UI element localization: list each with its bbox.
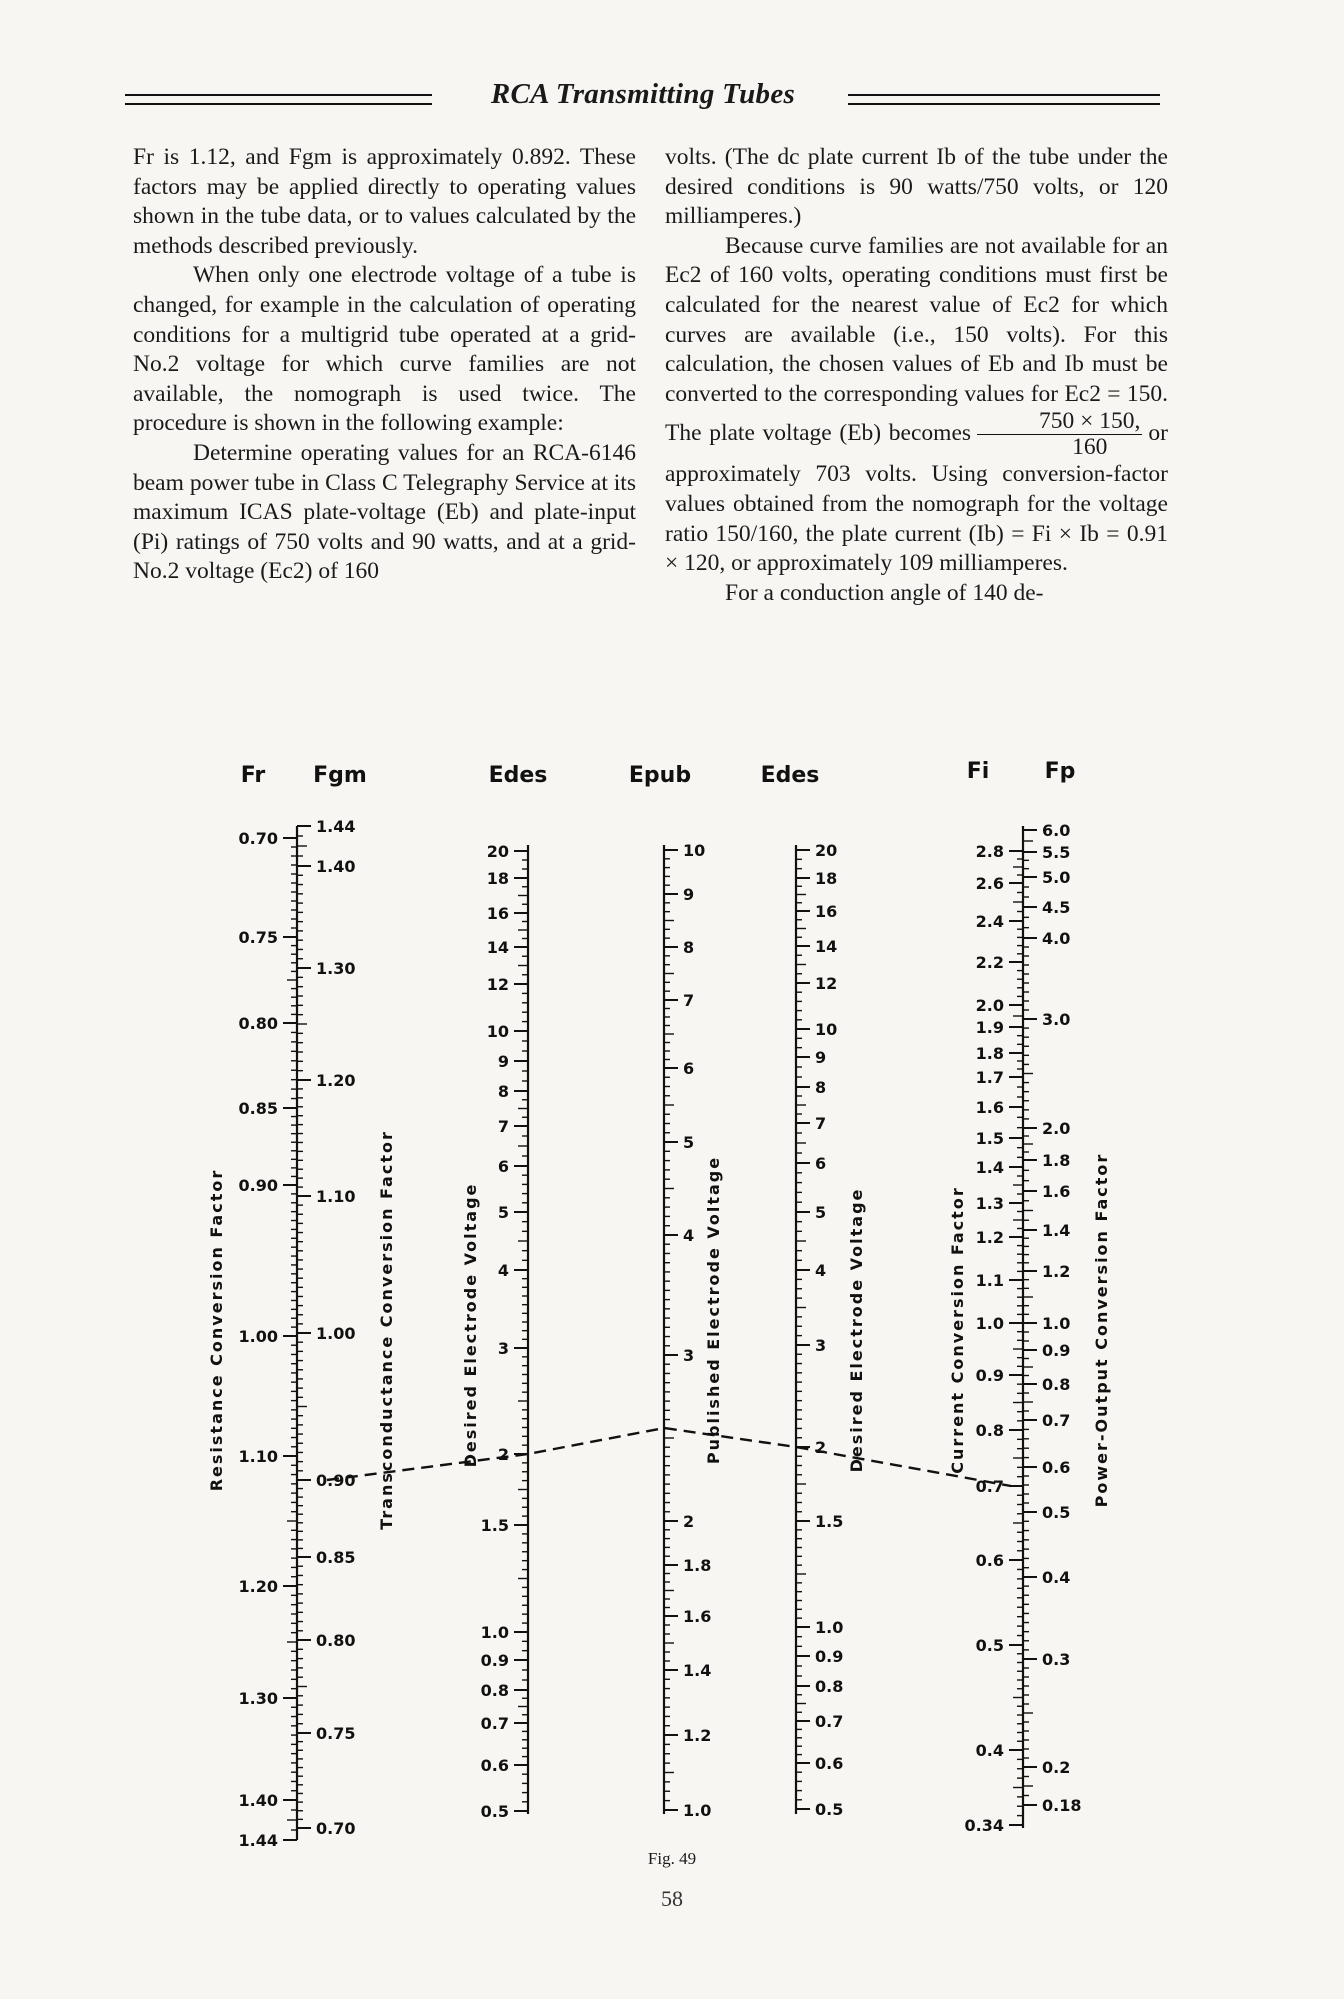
edes1-tick-label: 7	[497, 1117, 509, 1136]
epub-tick-label: 1.2	[683, 1726, 712, 1745]
edes2-tick-label: 14	[815, 937, 838, 956]
paragraph: Fr is 1.12, and Fgm is approximately 0.892. These factors may be applied directly to operating values shown in the tube data, or to values calculated by the methods described previously.	[133, 144, 636, 259]
header-rule-left	[125, 94, 432, 105]
text-column-right	[665, 143, 1168, 608]
fgm-column-title: Fgm	[313, 763, 367, 788]
edes1-tick-label: 1.0	[480, 1623, 509, 1642]
fp-tick-label: 0.8	[1042, 1375, 1071, 1394]
edes1-tick-label: 10	[486, 1022, 509, 1041]
page-number: 58	[661, 1886, 683, 1911]
fr-column-title: Fr	[240, 763, 266, 788]
fgm-tick-label: 0.85	[316, 1548, 356, 1567]
fp-tick-label: 0.2	[1042, 1758, 1071, 1777]
fr-tick-label: 0.70	[238, 829, 278, 848]
fgm-axis-label: Transconductance Conversion Factor	[377, 1130, 396, 1530]
fraction	[977, 409, 1142, 460]
page-header	[125, 78, 1160, 118]
paragraph: When only one electrode voltage of a tube is changed, for example in the calculation of operating conditions for a multigrid tube operated at a grid-No.2 voltage for which curve families are not available, the nomograph is used twice. The procedure is shown in the following example:	[133, 262, 636, 437]
edes1-tick-label: 18	[486, 869, 509, 888]
fgm-tick-label: 0.80	[316, 1631, 356, 1650]
edes2-tick-label: 18	[815, 869, 838, 888]
fi-tick-label: 0.9	[975, 1366, 1004, 1385]
edes2-tick-label: 0.6	[815, 1754, 844, 1773]
edes1-tick-label: 0.8	[480, 1681, 509, 1700]
paragraph-text: Because curve families are not available for an Ec2 of 160 volts, operating conditions must first be calculated for the nearest value of Ec2 for which curves are available (i.e., 150 volts). For this calculation, the chosen values of Eb and Ib must be converted to the corresponding values for Ec2 = 150. The plate voltage (Eb) becomes	[665, 232, 1168, 447]
edes1-tick-label: 6	[497, 1157, 509, 1176]
fr-tick-label: 1.40	[238, 1791, 278, 1810]
fi-tick-label: 1.3	[975, 1194, 1004, 1213]
fp-tick-label: 5.5	[1042, 843, 1071, 862]
epub-tick-label: 8	[683, 938, 695, 957]
edes1-tick-label: 8	[497, 1082, 509, 1101]
fgm-tick-label: 1.20	[316, 1071, 356, 1090]
fp-axis-label: Power-Output Conversion Factor	[1092, 1152, 1111, 1508]
fgm-tick-label: 0.75	[316, 1724, 356, 1743]
paragraph-text: or approximately 703 volts. Using conversion-factor values obtained from the nomograph for the voltage ratio 150/160, the plate current (Ib) = Fi × Ib = 0.91 × 120, or approximately 109 milliamperes.	[665, 420, 1168, 577]
fp-tick-label: 0.4	[1042, 1568, 1071, 1587]
fr-tick-label: 0.75	[238, 928, 278, 947]
fgm-tick-label: 1.00	[316, 1324, 356, 1343]
edes2-axis-label: Desired Electrode Voltage	[847, 1187, 866, 1473]
paragraph: For a conduction angle of 140 de-	[725, 579, 1044, 606]
edes1-tick-label: 1.5	[480, 1516, 509, 1535]
fr-tick-label: 1.44	[238, 1831, 278, 1850]
fp-tick-label: 4.0	[1042, 929, 1071, 948]
fi-tick-label: 1.9	[975, 1018, 1004, 1037]
epub-tick-label: 3	[683, 1346, 695, 1365]
fi-tick-label: 1.8	[975, 1044, 1004, 1063]
edes2-tick-label: 10	[815, 1020, 838, 1039]
paragraph: volts. (The dc plate current Ib of the tube under the desired conditions is 90 watts/750 volts, or 120 milliamperes.)	[665, 144, 1168, 230]
fi-tick-label: 2.2	[975, 953, 1004, 972]
fi-tick-label: 0.7	[975, 1477, 1004, 1496]
fp-tick-label: 0.3	[1042, 1650, 1071, 1669]
fp-tick-label: 0.9	[1042, 1341, 1071, 1360]
epub-tick-label: 1.6	[683, 1607, 712, 1626]
epub-tick-label: 7	[683, 991, 695, 1010]
epub-axis-label: Published Electrode Voltage	[704, 1155, 723, 1465]
paragraph	[665, 232, 1168, 579]
edes2-tick-label: 16	[815, 902, 838, 921]
epub-tick-label: 6	[683, 1059, 695, 1078]
fi-tick-label: 1.5	[975, 1129, 1004, 1148]
fp-tick-label: 2.0	[1042, 1119, 1071, 1138]
edes2-tick-label: 0.5	[815, 1800, 844, 1819]
fgm-tick-label: 0.90	[316, 1471, 356, 1490]
fr-axis-label: Resistance Conversion Factor	[207, 1168, 226, 1492]
fp-tick-label: 1.8	[1042, 1151, 1071, 1170]
edes2-tick-label: 20	[815, 841, 838, 860]
fgm-tick-label: 1.10	[316, 1187, 356, 1206]
fi-tick-label: 0.5	[975, 1636, 1004, 1655]
figure-caption: Fig. 49	[647, 1849, 697, 1868]
edes1-tick-label: 3	[497, 1339, 509, 1358]
edes1-tick-label: 9	[497, 1052, 509, 1071]
edes1-tick-label: 0.6	[480, 1756, 509, 1775]
fp-tick-label: 1.0	[1042, 1314, 1071, 1333]
fr-tick-label: 0.85	[238, 1099, 278, 1118]
fgm-tick-label: 1.40	[316, 857, 356, 876]
fraction-numerator: 750 × 150,	[977, 409, 1142, 435]
fr-tick-label: 1.20	[238, 1577, 278, 1596]
fraction-denominator: 160	[1072, 434, 1108, 461]
edes1-tick-label: 12	[486, 975, 509, 994]
fi-tick-label: 2.6	[975, 874, 1004, 893]
edes1-tick-label: 4	[497, 1261, 509, 1280]
fi-tick-label: 0.6	[975, 1551, 1004, 1570]
epub-column-title: Epub	[628, 763, 692, 788]
fi-tick-label: 2.4	[975, 912, 1004, 931]
fp-tick-label: 1.4	[1042, 1221, 1071, 1240]
edes1-tick-label: 5	[497, 1203, 509, 1222]
fr-tick-label: 0.90	[238, 1176, 278, 1195]
fp-tick-label: 3.0	[1042, 1010, 1071, 1029]
epub-tick-label: 1.4	[683, 1661, 712, 1680]
edes1-tick-label: 20	[486, 842, 509, 861]
edes2-tick-label: 4	[815, 1261, 827, 1280]
edes2-tick-label: 7	[815, 1114, 827, 1133]
edes2-tick-label: 1.5	[815, 1512, 844, 1531]
edes2-tick-label: 2	[815, 1438, 827, 1457]
fi-tick-label: 1.4	[975, 1158, 1004, 1177]
epub-tick-label: 1.0	[683, 1801, 712, 1820]
edes1-tick-label: 2	[497, 1445, 509, 1464]
fr-tick-label: 1.10	[238, 1447, 278, 1466]
edes1-tick-label: 0.7	[480, 1714, 509, 1733]
fp-tick-label: 0.7	[1042, 1411, 1071, 1430]
fp-tick-label: 5.0	[1042, 868, 1071, 887]
epub-tick-label: 10	[683, 841, 706, 860]
edes2-tick-label: 0.7	[815, 1712, 844, 1731]
paragraph: Determine operating values for an RCA-6146 beam power tube in Class C Telegraphy Service at its maximum ICAS plate-voltage (Eb) and plate-input (Pi) ratings of 750 volts and 90 watts, and at a grid-No.2 voltage (Ec2) of 160	[133, 439, 636, 585]
epub-tick-label: 1.8	[683, 1556, 712, 1575]
header-rule-right	[848, 94, 1160, 105]
fi-tick-label: 0.8	[975, 1421, 1004, 1440]
fi-axis-label: Current Conversion Factor	[948, 1186, 967, 1474]
fi-tick-label: 1.7	[975, 1068, 1004, 1087]
fi-column-title: Fi	[966, 759, 990, 784]
edes2-tick-label: 12	[815, 974, 838, 993]
epub-tick-label: 5	[683, 1133, 695, 1152]
edes2-tick-label: 6	[815, 1154, 827, 1173]
fi-tick-label: 0.34	[964, 1816, 1004, 1835]
fp-tick-label: 4.5	[1042, 898, 1071, 917]
fp-tick-label: 1.2	[1042, 1262, 1071, 1281]
fi-tick-label: 1.1	[975, 1271, 1004, 1290]
epub-tick-label: 4	[683, 1226, 695, 1245]
fi-tick-label: 1.6	[975, 1098, 1004, 1117]
edes2-tick-label: 3	[815, 1336, 827, 1355]
text-column-left	[133, 143, 636, 587]
fgm-tick-label: 1.44	[316, 817, 356, 836]
edes2-tick-label: 8	[815, 1078, 827, 1097]
fgm-tick-label: 0.70	[316, 1819, 356, 1838]
fi-tick-label: 0.4	[975, 1741, 1004, 1760]
edes2-column-title: Edes	[760, 763, 820, 788]
fr-tick-label: 1.30	[238, 1689, 278, 1708]
epub-tick-label: 9	[683, 885, 695, 904]
edes1-tick-label: 0.9	[480, 1651, 509, 1670]
nomograph	[0, 740, 1344, 1850]
edes2-tick-label: 9	[815, 1048, 827, 1067]
epub-tick-label: 2	[683, 1512, 695, 1531]
fi-tick-label: 1.2	[975, 1228, 1004, 1247]
fp-tick-label: 0.5	[1042, 1503, 1071, 1522]
fp-tick-label: 0.18	[1042, 1796, 1082, 1815]
fp-tick-label: 0.6	[1042, 1458, 1071, 1477]
fi-tick-label: 1.0	[975, 1314, 1004, 1333]
edes2-tick-label: 1.0	[815, 1618, 844, 1637]
edes1-tick-label: 14	[486, 938, 509, 957]
edes1-axis-label: Desired Electrode Voltage	[461, 1182, 480, 1468]
edes1-tick-label: 16	[486, 904, 509, 923]
fp-tick-label: 1.6	[1042, 1182, 1071, 1201]
edes2-tick-label: 5	[815, 1203, 827, 1222]
fp-column-title: Fp	[1044, 759, 1076, 784]
fi-tick-label: 2.8	[975, 842, 1004, 861]
fp-tick-label: 6.0	[1042, 821, 1071, 840]
running-title: RCA Transmitting Tubes	[490, 78, 796, 110]
edes2-tick-label: 0.9	[815, 1647, 844, 1666]
fr-tick-label: 0.80	[238, 1014, 278, 1033]
edes2-tick-label: 0.8	[815, 1677, 844, 1696]
edes1-column-title: Edes	[488, 763, 548, 788]
edes1-tick-label: 0.5	[480, 1802, 509, 1821]
fr-tick-label: 1.00	[238, 1327, 278, 1346]
fi-tick-label: 2.0	[975, 996, 1004, 1015]
fgm-tick-label: 1.30	[316, 959, 356, 978]
